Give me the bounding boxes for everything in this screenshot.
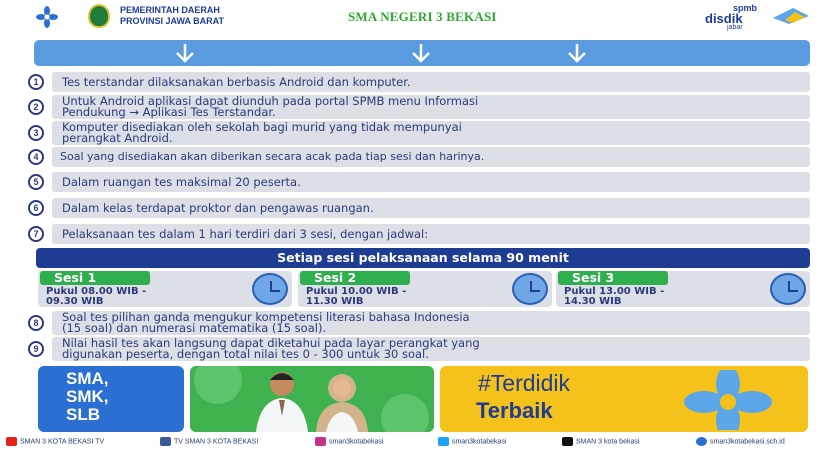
disdik-text: disdik: [705, 11, 743, 26]
session-time: [564, 287, 664, 307]
item-text-line1: Komputer disediakan oleh sekolah bagi murid yang tidak mempunyai: [62, 120, 462, 134]
school-title: SMA NEGERI 3 BEKASI: [348, 9, 497, 24]
list-item: [28, 337, 810, 361]
facebook-label: TV SMAN 3 KOTA BEKASI: [174, 438, 259, 446]
item-number: 6: [28, 200, 44, 216]
list-item: [28, 121, 810, 145]
list-item: [28, 198, 810, 218]
item-number: 8: [28, 315, 44, 331]
website-label: sman3kotabekasi.sch.id: [710, 438, 785, 446]
item-text: Dalam kelas terdapat proktor dan pengawas ruangan.: [62, 201, 374, 215]
session-time-start: Pukul 13.00 WIB -: [564, 286, 665, 297]
footer-socials: [0, 434, 840, 450]
school-type-sma: SMA,: [66, 369, 109, 388]
twitter-icon: [438, 437, 449, 446]
students-photo: [190, 366, 434, 432]
youtube-link[interactable]: [6, 437, 104, 446]
item-number: 4: [28, 149, 44, 165]
session-duration-banner: Setiap sesi pelaksanaan selama 90 menit: [36, 248, 810, 268]
session-time-end: 14.30 WIB: [564, 296, 622, 307]
jabar-seal-icon: [88, 4, 110, 28]
item-text: Soal yang disediakan akan diberikan secara acak pada tiap sesi dan harinya.: [60, 150, 485, 163]
school-types-tile: [38, 366, 184, 432]
flower-logo-icon: [36, 6, 58, 28]
jabar-text: jabar: [727, 24, 743, 31]
flower-logo-icon: [668, 370, 788, 430]
facebook-link[interactable]: [160, 437, 258, 446]
twitter-link[interactable]: [438, 437, 506, 446]
list-item: [28, 95, 810, 119]
terdidik-terbaik-tile: [440, 366, 808, 432]
session-time-start: Pukul 10.00 WIB -: [306, 286, 407, 297]
header: [0, 0, 840, 36]
session-time: [46, 287, 146, 307]
list-item: [28, 224, 810, 244]
gov-line1: PEMERINTAH DAERAH: [120, 5, 220, 15]
hashtag-text: #Terdidik: [478, 370, 571, 396]
clock-icon: [770, 273, 806, 305]
terbaik-text: Terbaik: [476, 398, 553, 423]
youtube-label: SMAN 3 KOTA BEKASI TV: [20, 438, 105, 446]
school-type-smk: SMK,: [66, 387, 109, 406]
gov-line2: PROVINSI JAWA BARAT: [120, 16, 225, 26]
session-time-start: Pukul 08.00 WIB -: [46, 286, 147, 297]
instagram-label: sman3kotabekasi: [329, 438, 384, 446]
gov-name: [120, 5, 224, 27]
item-text-line2: Pendukung → Aplikasi Tes Terstandar.: [62, 105, 276, 119]
tiktok-label: SMAN 3 kota bekasi: [576, 438, 640, 446]
arrow-down-icon: [174, 43, 196, 63]
website-link[interactable]: [696, 437, 785, 446]
youtube-icon: [6, 437, 17, 446]
session-time: [306, 287, 406, 307]
spmb-logo: [705, 3, 811, 33]
list-item: [28, 311, 810, 335]
spmb-mark-icon: [771, 6, 811, 26]
spmb-text: spmb: [733, 3, 758, 13]
item-text-line1: Nilai hasil tes akan langsung dapat diketahui pada layar perangkat yang: [62, 336, 480, 350]
session-time-end: 11.30 WIB: [306, 296, 364, 307]
item-number: 1: [28, 74, 44, 90]
school-types-text: [66, 370, 109, 424]
item-text-line2: (15 soal) dan numerasi matematika (15 soal).: [62, 321, 327, 335]
item-text: Pelaksanaan tes dalam 1 hari terdiri dari 3 sesi, dengan jadwal:: [62, 227, 429, 241]
session-label: Sesi 2: [300, 271, 410, 285]
globe-icon: [696, 437, 707, 446]
list-item: [28, 72, 810, 92]
session-label: Sesi 3: [558, 271, 668, 285]
twitter-label: sman3kotabekasi: [452, 438, 507, 446]
item-text-line1: Soal tes pilihan ganda mengukur kompetensi literasi bahasa Indonesia: [62, 310, 470, 324]
clock-icon: [512, 273, 548, 305]
item-number: 2: [28, 99, 44, 115]
item-number: 3: [28, 125, 44, 141]
arrow-down-icon: [566, 43, 588, 63]
item-number: 5: [28, 174, 44, 190]
item-text: Dalam ruangan tes maksimal 20 peserta.: [62, 175, 301, 189]
facebook-icon: [160, 437, 171, 446]
item-text-line2: perangkat Android.: [62, 131, 173, 145]
arrow-down-icon: [410, 43, 432, 63]
session-time-end: 09.30 WIB: [46, 296, 104, 307]
school-type-slb: SLB: [66, 405, 100, 424]
clock-icon: [252, 273, 288, 305]
arrow-bar: [34, 40, 810, 66]
session-card-1: [38, 271, 292, 307]
tiktok-link[interactable]: [562, 437, 639, 446]
list-item: [28, 147, 810, 167]
item-text-line2: digunakan peserta, dengan total nilai tes 0 - 300 untuk 30 soal.: [62, 347, 429, 361]
students-illustration: [190, 366, 434, 432]
session-card-2: [298, 271, 552, 307]
list-item: [28, 172, 810, 192]
instagram-icon: [315, 437, 326, 446]
item-number: 9: [28, 341, 44, 357]
session-card-3: [556, 271, 810, 307]
tiktok-icon: [562, 437, 573, 446]
item-text: Tes terstandar dilaksanakan berbasis Android dan komputer.: [62, 75, 411, 89]
item-text-line1: Untuk Android aplikasi dapat diunduh pada portal SPMB menu Informasi: [62, 94, 479, 108]
session-label: Sesi 1: [40, 271, 150, 285]
instagram-link[interactable]: [315, 437, 383, 446]
item-number: 7: [28, 226, 44, 242]
